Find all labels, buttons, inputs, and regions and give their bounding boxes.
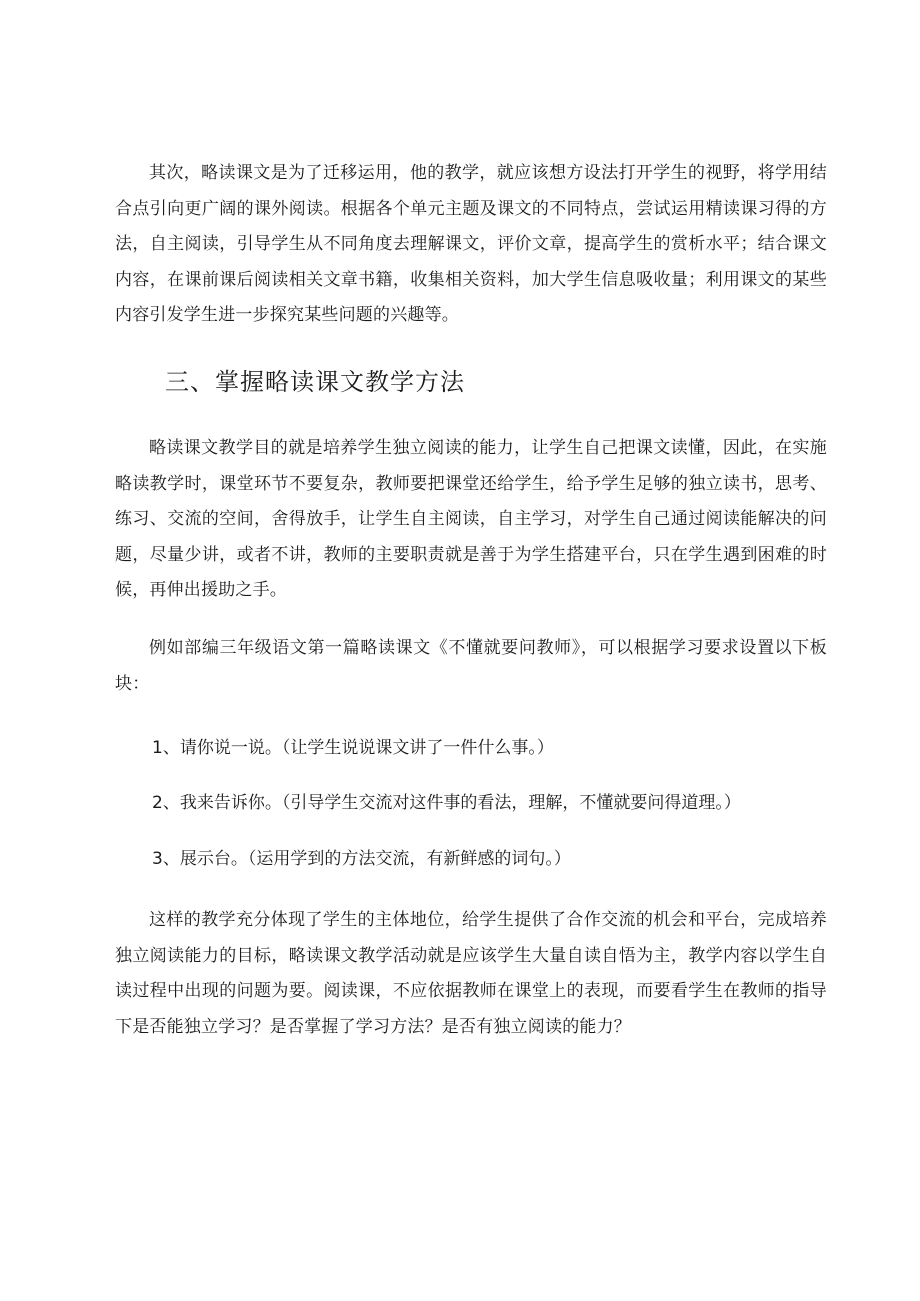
list-item-3: 3、展示台。（运用学到的方法交流，有新鲜感的词句。）	[152, 849, 571, 869]
list-item-1: 1、请你说一说。（让学生说说课文讲了一件什么事。）	[152, 738, 554, 758]
paragraph-conclusion: 这样的教学充分体现了学生的主体地位，给学生提供了合作交流的机会和平台，完成培养独立阅读能力的目标，略读课文教学活动就是应该学生大量自读自悟为主，教学内容以学生自读过程中出现的问题为要。阅读课，不应依据教师在课堂上的表现，而要看学生在教师的指导下是否能独立学习？是否掌握了学习方法？是否有独立阅读的能力？	[115, 910, 827, 1037]
paragraph-teaching-method: 略读课文教学目的就是培养学生独立阅读的能力，让学生自己把课文读懂，因此，在实施略读教学时，课堂环节不要复杂，教师要把课堂还给学生，给予学生足够的独立读书，思考、练习、交流的空间，舍得放手，让学生自主阅读，自主学习，对学生自己通过阅读能解决的问题，尽量少讲，或者不讲，教师的主要职责就是善于为学生搭建平台，只在学生遇到困难的时候，再伸出援助之手。	[115, 438, 827, 600]
section-heading-3: 三、掌握略读课文教学方法	[165, 368, 465, 396]
paragraph-example: 例如部编三年级语文第一篇略读课文《不懂就要问教师》，可以根据学习要求设置以下板块：	[115, 638, 827, 694]
list-item-2: 2、我来告诉你。（引导学生交流对这件事的看法，理解，不懂就要问得道理。）	[152, 793, 741, 813]
paragraph-transfer-application: 其次，略读课文是为了迁移运用，他的教学，就应该想方设法打开学生的视野，将学用结合点引向更广阔的课外阅读。根据各个单元主题及课文的不同特点，尝试运用精读课习得的方法，自主阅读，引导学生从不同角度去理解课文，评价文章，提高学生的赏析水平；结合课文内容，在课前课后阅读相关文章书籍，收集相关资料，加大学生信息吸收量；利用课文的某些内容引发学生进一步探究某些问题的兴趣等。	[115, 163, 827, 325]
